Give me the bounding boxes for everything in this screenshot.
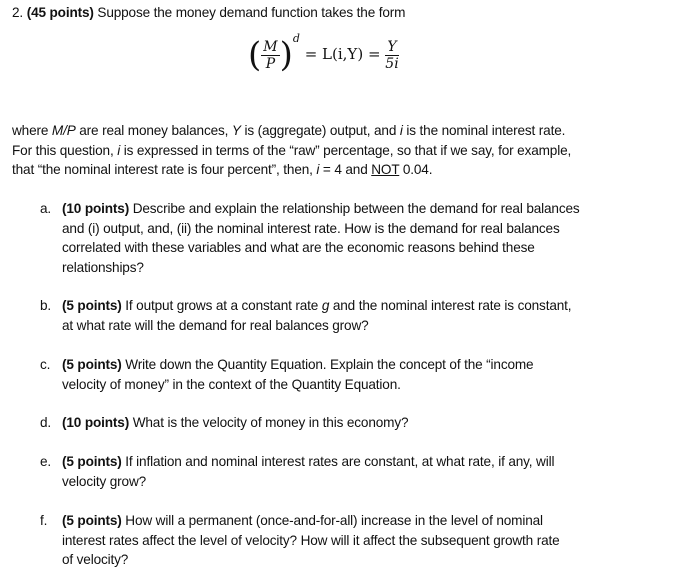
part-line	[62, 472, 146, 491]
formula-superscript: d	[292, 32, 300, 45]
text-run: i	[316, 162, 320, 177]
part-label: f.	[40, 513, 48, 528]
paragraph-line	[12, 141, 571, 160]
text-run: is the nominal interest rate.	[402, 123, 566, 138]
text-run: is (aggregate) output, and	[240, 123, 400, 138]
part-line	[62, 531, 560, 550]
formula-m: M	[263, 38, 278, 55]
part-line	[62, 219, 560, 238]
part-label: b.	[40, 298, 52, 313]
text-run: Y	[231, 123, 241, 138]
text-run: (5 points)	[62, 454, 122, 469]
paragraph-line	[12, 121, 565, 140]
part-line	[62, 413, 408, 432]
text-run: (10 points)	[62, 415, 130, 430]
text-run: = 4 and	[319, 162, 372, 177]
text-run: and the nominal interest rate is constant,	[329, 298, 572, 313]
text-run: (5 points)	[62, 513, 122, 528]
part-line	[62, 316, 369, 335]
part-line	[62, 296, 571, 315]
text-run: What is the velocity of money in this economy?	[129, 415, 409, 430]
formula-denominator: 5i	[385, 55, 399, 72]
part-line	[62, 355, 533, 374]
part-line	[62, 375, 401, 394]
text-run: are real money balances,	[75, 123, 232, 138]
text-run: How will a permanent (once-and-for-all) increase in the level of nominal	[121, 513, 543, 528]
text-run: 0.04.	[399, 162, 433, 177]
text-run: at what rate will the demand for real balances grow?	[62, 317, 369, 333]
text-run: of velocity?	[62, 552, 129, 567]
text-run: Describe and explain the relationship between the demand for real balances	[129, 201, 580, 216]
part-label: c.	[40, 357, 51, 372]
formula-p: P	[265, 55, 276, 72]
text-run: i	[399, 123, 403, 138]
text-run: If inflation and nominal interest rates are constant, at what rate, if any, will	[121, 454, 555, 469]
question-intro: Suppose the money demand function takes the form	[97, 5, 406, 20]
text-run: M/P	[51, 123, 76, 138]
text-run: correlated with these variables and what are the economic reasons behind these	[62, 240, 535, 255]
question-points: (45 points)	[26, 5, 94, 20]
text-run: velocity of money” in the context of the Quantity Equation.	[62, 376, 401, 392]
text-run: (5 points)	[62, 357, 122, 372]
formula-numerator: Y	[387, 38, 397, 55]
text-run: Write down the Quantity Equation. Explain the concept of the “income	[121, 357, 534, 372]
text-run: interest rates affect the level of velocity? How will it affect the subsequent growth rate	[62, 532, 560, 548]
part-line	[62, 238, 535, 257]
text-run: NOT	[371, 162, 400, 177]
part-line	[62, 550, 128, 569]
part-label: a.	[40, 201, 52, 216]
part-line	[62, 452, 554, 471]
part-line	[62, 258, 144, 277]
text-run: (10 points)	[62, 201, 130, 216]
question-number: 2.	[12, 5, 24, 20]
formula-middle: = L(i,Y) =	[304, 45, 381, 63]
text-run: (5 points)	[62, 298, 122, 313]
text-run: and (i) output, and, (ii) the nominal interest rate. How is the demand for real balances	[62, 220, 560, 236]
text-run: where	[12, 123, 52, 138]
part-line	[62, 199, 580, 218]
text-run: is expressed in terms of the “raw” percentage, so that if we say, for example,	[120, 142, 572, 158]
text-run: relationships?	[62, 259, 144, 275]
text-run: i	[117, 142, 121, 158]
part-label: e.	[40, 454, 52, 469]
text-run: g	[321, 298, 330, 313]
text-run: that “the nominal interest rate is four percent”, then,	[12, 162, 317, 177]
question-heading	[12, 3, 405, 22]
money-demand-formula: ( $\frac{M}{P}$ )$^d$ = L(i,Y) = $\frac{Y}{5i}$	[248, 32, 399, 75]
part-label: d.	[40, 415, 52, 430]
text-run: If output grows at a constant rate	[121, 298, 322, 313]
text-run: velocity grow?	[62, 473, 147, 489]
paragraph-line	[12, 160, 432, 179]
text-run: For this question,	[12, 142, 118, 158]
part-line	[62, 511, 543, 530]
